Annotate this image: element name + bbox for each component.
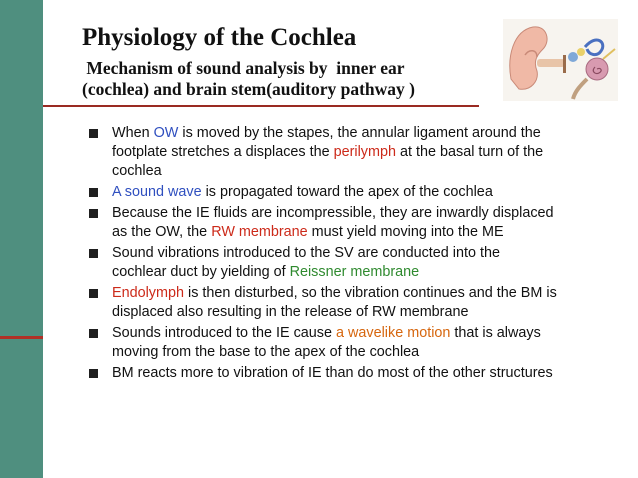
bullet-text: When [112, 125, 154, 141]
bullet-text: at the basal turn of the cochlea [112, 144, 544, 179]
highlight-wavelike-motion: a wavelike motion [336, 325, 451, 341]
highlight-rw-membrane: RW membrane [211, 224, 308, 240]
bullet-square-icon [89, 209, 98, 218]
list-item [88, 244, 558, 282]
slide-subtitle [82, 58, 415, 100]
highlight-ow: OW [153, 125, 179, 141]
ear-anatomy-icon [503, 19, 618, 101]
bullet-list [88, 124, 558, 385]
highlight-reissner-membrane: Reissner membrane [289, 264, 420, 280]
bullet-text: is propagated toward the apex of the cochlea [201, 184, 493, 200]
bullet-square-icon [89, 289, 98, 298]
list-item [88, 183, 558, 202]
highlight-sound-wave: A sound wave [112, 184, 202, 200]
bullet-square-icon [89, 329, 98, 338]
subtitle-line-2: (cochlea) and brain stem(auditory pathway ) [82, 79, 415, 99]
bullet-square-icon [89, 249, 98, 258]
list-item [88, 324, 558, 362]
list-item [88, 124, 558, 181]
bullet-text: that is always moving from the base to the apex of the cochlea [112, 325, 541, 360]
title-underline [43, 105, 479, 107]
subtitle-line-1: Mechanism of sound analysis by inner ear [82, 58, 405, 78]
list-item [88, 204, 558, 242]
bullet-square-icon [89, 369, 98, 378]
left-accent-bar [0, 0, 43, 478]
bullet-text: Because the IE fluids are incompressible, they are inwardly displaced as the OW, the [112, 205, 554, 240]
bullet-text: Sound vibrations introduced to the SV are conducted into the cochlear duct by yielding of [112, 245, 501, 280]
bullet-text: is moved by the stapes, the annular ligament around the footplate stretches a displaces the [112, 125, 541, 160]
bullet-text: Sounds introduced to the IE cause [112, 325, 337, 341]
highlight-perilymph: perilymph [333, 144, 396, 160]
slide-title: Physiology of the Cochlea [82, 24, 357, 51]
bullet-text: BM reacts more to vibration of IE than do most of the other structures [112, 365, 553, 381]
highlight-endolymph: Endolymph [112, 285, 184, 301]
left-bar-divider [0, 336, 43, 339]
bullet-square-icon [89, 188, 98, 197]
bullet-square-icon [89, 129, 98, 138]
list-item [88, 284, 558, 322]
bullet-text: is then disturbed, so the vibration continues and the BM is displaced also resulting in the release of RW membrane [112, 285, 557, 320]
bullet-text: must yield moving into the ME [307, 224, 504, 240]
list-item [88, 364, 558, 383]
